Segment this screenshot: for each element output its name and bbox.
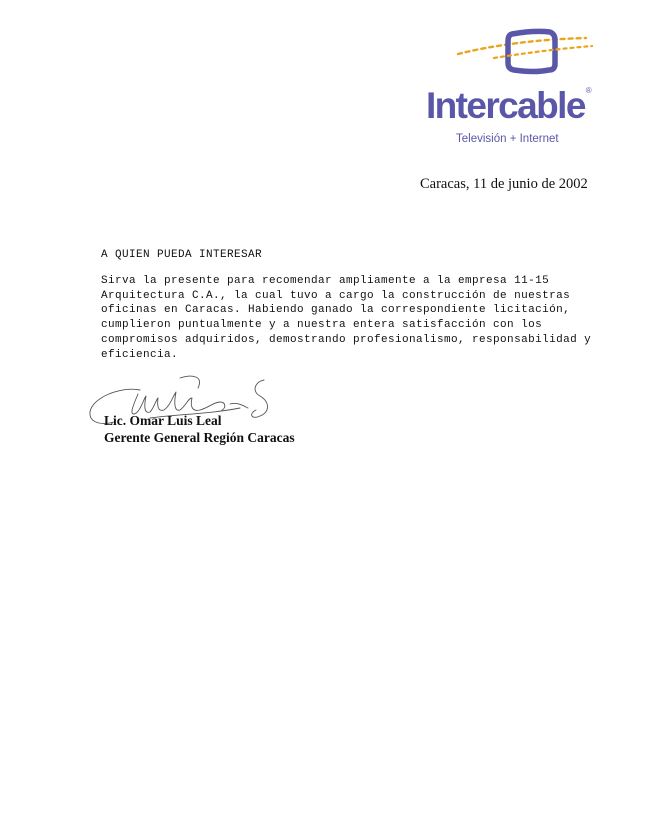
signer-name: Lic. Omar Luis Leal [104,413,222,428]
signer-block [104,412,295,446]
intercable-logo [426,24,606,145]
brand-tagline: Televisión + Internet [456,133,559,145]
signer-title: Gerente General Región Caracas [104,430,295,445]
brand-name: Intercable® [426,85,591,126]
letter-body: Sirva la presente para recomendar ampliamente a la empresa 11-15 Arquitectura C.A., la cual tuvo a cargo la construcción de nuestras oficinas en Caracas. Habiendo ganado la correspondiente licitación, cumplieron puntualmente y a nuestra entera satisfacción con los compromisos adquiridos, demostrando profesionalismo, responsabilidad y eficiencia. [101,275,592,361]
tv-screen-logo-icon [454,24,594,84]
letter-date: Caracas, 11 de junio de 2002 [420,176,588,192]
registered-mark: ® [585,86,591,95]
letter-salutation: A QUIEN PUEDA INTERESAR [101,249,263,261]
